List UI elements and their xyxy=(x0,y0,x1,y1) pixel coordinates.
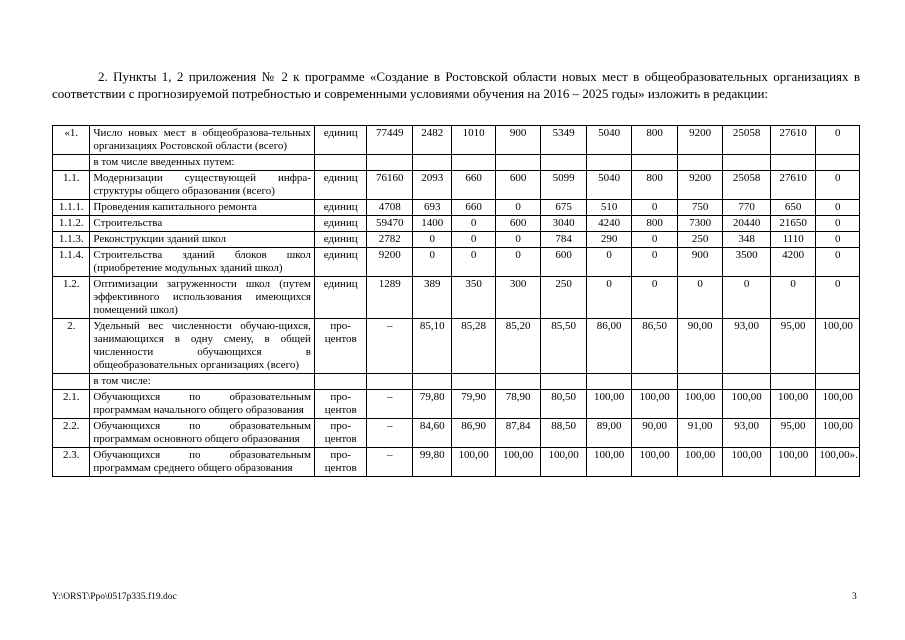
empty-cell xyxy=(677,374,723,390)
value-cell: 290 xyxy=(586,232,632,248)
table-row xyxy=(53,390,860,419)
row-number: 1.1. xyxy=(53,171,90,200)
empty-cell xyxy=(541,155,587,171)
value-cell: 9200 xyxy=(677,171,723,200)
row-number: 2.3. xyxy=(53,448,90,477)
value-cell: 77449 xyxy=(367,126,413,155)
value-cell: 79,80 xyxy=(412,390,451,419)
value-cell: 0 xyxy=(495,200,541,216)
value-cell: 86,50 xyxy=(632,319,678,374)
value-cell: 660 xyxy=(452,171,495,200)
value-cell: 25058 xyxy=(723,126,771,155)
value-cell: 59470 xyxy=(367,216,413,232)
value-cell: 4200 xyxy=(770,248,816,277)
value-cell: 784 xyxy=(541,232,587,248)
unit-cell: про-центов xyxy=(314,319,367,374)
value-cell: 100,00 xyxy=(770,390,816,419)
value-cell: – xyxy=(367,319,413,374)
indicator-name: Строительства зданий блоков школ (приобретение модульных зданий школ) xyxy=(90,248,315,277)
value-cell: 770 xyxy=(723,200,771,216)
value-cell: 3500 xyxy=(723,248,771,277)
table-row xyxy=(53,319,860,374)
value-cell: 600 xyxy=(495,216,541,232)
row-number: 1.1.1. xyxy=(53,200,90,216)
value-cell: 348 xyxy=(723,232,771,248)
value-cell: 100,00 xyxy=(586,448,632,477)
unit-cell: единиц xyxy=(314,248,367,277)
row-number xyxy=(53,374,90,390)
section-label: в том числе: xyxy=(90,374,315,390)
value-cell: 9200 xyxy=(677,126,723,155)
value-cell: 650 xyxy=(770,200,816,216)
table-row xyxy=(53,232,860,248)
value-cell: 100,00 xyxy=(541,448,587,477)
empty-cell xyxy=(367,155,413,171)
value-cell: 0 xyxy=(452,248,495,277)
value-cell: 2782 xyxy=(367,232,413,248)
value-cell: 750 xyxy=(677,200,723,216)
value-cell: 0 xyxy=(412,248,451,277)
value-cell: 4708 xyxy=(367,200,413,216)
value-cell: 78,90 xyxy=(495,390,541,419)
indicator-name: Модернизации существующей инфра-структуры общего образования (всего) xyxy=(90,171,315,200)
value-cell: 100,00 xyxy=(632,390,678,419)
value-cell: 100,00 xyxy=(677,448,723,477)
table-row xyxy=(53,448,860,477)
value-cell: 86,90 xyxy=(452,419,495,448)
value-cell: 90,00 xyxy=(677,319,723,374)
empty-cell xyxy=(495,374,541,390)
empty-cell xyxy=(770,374,816,390)
value-cell: 0 xyxy=(816,277,860,319)
value-cell: 0 xyxy=(632,248,678,277)
indicator-name: Реконструкции зданий школ xyxy=(90,232,315,248)
value-cell: 0 xyxy=(452,216,495,232)
empty-cell xyxy=(632,155,678,171)
empty-cell xyxy=(816,155,860,171)
value-cell: 84,60 xyxy=(412,419,451,448)
value-cell: 250 xyxy=(677,232,723,248)
value-cell: 7300 xyxy=(677,216,723,232)
value-cell: 250 xyxy=(541,277,587,319)
value-cell: 5349 xyxy=(541,126,587,155)
intro-paragraph xyxy=(52,68,860,102)
value-cell: 0 xyxy=(816,216,860,232)
unit-cell: единиц xyxy=(314,277,367,319)
value-cell: 99,80 xyxy=(412,448,451,477)
value-cell: 900 xyxy=(677,248,723,277)
empty-cell xyxy=(770,155,816,171)
value-cell: 90,00 xyxy=(632,419,678,448)
value-cell: 900 xyxy=(495,126,541,155)
empty-cell xyxy=(314,155,367,171)
value-cell: 20440 xyxy=(723,216,771,232)
unit-cell: единиц xyxy=(314,232,367,248)
indicator-name: Проведения капитального ремонта xyxy=(90,200,315,216)
value-cell: 0 xyxy=(723,277,771,319)
value-cell: 5040 xyxy=(586,126,632,155)
intro-text: 2. Пункты 1, 2 приложения № 2 к программе «Создание в Ростовской области новых мест в общеобразовательных организациях в соответствии с прогнозируемой потребностью и современными условиями обучения на 2016 – 2025 годы» изложить в редакции: xyxy=(52,69,860,101)
empty-cell xyxy=(412,374,451,390)
value-cell: 85,50 xyxy=(541,319,587,374)
value-cell: 0 xyxy=(452,232,495,248)
value-cell: 0 xyxy=(816,126,860,155)
value-cell: 0 xyxy=(816,248,860,277)
value-cell: 100,00 xyxy=(816,319,860,374)
value-cell: 88,50 xyxy=(541,419,587,448)
table-row xyxy=(53,419,860,448)
value-cell: 2482 xyxy=(412,126,451,155)
row-number: 1.1.4. xyxy=(53,248,90,277)
unit-cell: единиц xyxy=(314,200,367,216)
value-cell: 510 xyxy=(586,200,632,216)
table-row xyxy=(53,216,860,232)
value-cell: 85,10 xyxy=(412,319,451,374)
value-cell: 0 xyxy=(495,232,541,248)
indicator-name: Строительства xyxy=(90,216,315,232)
value-cell: 0 xyxy=(412,232,451,248)
value-cell: 0 xyxy=(816,232,860,248)
value-cell: 100,00 xyxy=(816,419,860,448)
value-cell: 93,00 xyxy=(723,419,771,448)
table-row xyxy=(53,171,860,200)
value-cell: 800 xyxy=(632,216,678,232)
value-cell: 0 xyxy=(495,248,541,277)
empty-cell xyxy=(677,155,723,171)
row-number: 2.2. xyxy=(53,419,90,448)
row-number: 2. xyxy=(53,319,90,374)
value-cell: 600 xyxy=(541,248,587,277)
value-cell: 95,00 xyxy=(770,419,816,448)
value-cell: 100,00 xyxy=(632,448,678,477)
section-row xyxy=(53,374,860,390)
unit-cell: про-центов xyxy=(314,419,367,448)
unit-cell: единиц xyxy=(314,216,367,232)
value-cell: 21650 xyxy=(770,216,816,232)
indicator-name: Удельный вес численности обучаю-щихся, занимающихся в одну смену, в общей численности обучающихся в общеобразовательных организациях (всего) xyxy=(90,319,315,374)
value-cell: 91,00 xyxy=(677,419,723,448)
value-cell: 100,00 xyxy=(770,448,816,477)
empty-cell xyxy=(816,374,860,390)
value-cell: 2093 xyxy=(412,171,451,200)
empty-cell xyxy=(541,374,587,390)
unit-cell: про-центов xyxy=(314,448,367,477)
value-cell: 0 xyxy=(816,200,860,216)
table-row xyxy=(53,248,860,277)
value-cell: 1400 xyxy=(412,216,451,232)
program-indicators-table xyxy=(52,125,860,477)
value-cell: 675 xyxy=(541,200,587,216)
row-number xyxy=(53,155,90,171)
value-cell: 1110 xyxy=(770,232,816,248)
empty-cell xyxy=(586,155,632,171)
value-cell: 3040 xyxy=(541,216,587,232)
empty-cell xyxy=(412,155,451,171)
value-cell: 80,50 xyxy=(541,390,587,419)
value-cell: 27610 xyxy=(770,171,816,200)
footer-file-path: Y:\ORST\Ppo\0517p335.f19.doc xyxy=(52,592,177,602)
value-cell: 1289 xyxy=(367,277,413,319)
value-cell: – xyxy=(367,390,413,419)
value-cell: 100,00 xyxy=(452,448,495,477)
indicator-name: Число новых мест в общеобразова-тельных организациях Ростовской области (всего) xyxy=(90,126,315,155)
table-row xyxy=(53,277,860,319)
value-cell: – xyxy=(367,419,413,448)
indicator-name: Оптимизации загруженности школ (путем эффективного использования имеющихся помещений школ) xyxy=(90,277,315,319)
empty-cell xyxy=(723,374,771,390)
value-cell: 693 xyxy=(412,200,451,216)
empty-cell xyxy=(367,374,413,390)
value-cell: 0 xyxy=(677,277,723,319)
value-cell: 5099 xyxy=(541,171,587,200)
empty-cell xyxy=(452,374,495,390)
section-label: в том числе введенных путем: xyxy=(90,155,315,171)
table-body xyxy=(53,126,860,477)
value-cell: 79,90 xyxy=(452,390,495,419)
empty-cell xyxy=(314,374,367,390)
value-cell: 800 xyxy=(632,171,678,200)
value-cell: 86,00 xyxy=(586,319,632,374)
value-cell: 95,00 xyxy=(770,319,816,374)
empty-cell xyxy=(632,374,678,390)
value-cell: 800 xyxy=(632,126,678,155)
value-cell: 27610 xyxy=(770,126,816,155)
empty-cell xyxy=(495,155,541,171)
value-cell: 87,84 xyxy=(495,419,541,448)
value-cell: 100,00». xyxy=(816,448,860,477)
value-cell: 0 xyxy=(770,277,816,319)
value-cell: 350 xyxy=(452,277,495,319)
value-cell: 100,00 xyxy=(677,390,723,419)
row-number: 2.1. xyxy=(53,390,90,419)
value-cell: 76160 xyxy=(367,171,413,200)
value-cell: 5040 xyxy=(586,171,632,200)
indicator-name: Обучающихся по образовательным программам среднего общего образования xyxy=(90,448,315,477)
value-cell: 0 xyxy=(816,171,860,200)
value-cell: 100,00 xyxy=(723,390,771,419)
row-number: «1. xyxy=(53,126,90,155)
table-row xyxy=(53,126,860,155)
row-number: 1.1.2. xyxy=(53,216,90,232)
value-cell: 100,00 xyxy=(495,448,541,477)
value-cell: 4240 xyxy=(586,216,632,232)
value-cell: – xyxy=(367,448,413,477)
empty-cell xyxy=(723,155,771,171)
value-cell: 0 xyxy=(632,232,678,248)
value-cell: 100,00 xyxy=(586,390,632,419)
empty-cell xyxy=(586,374,632,390)
value-cell: 85,20 xyxy=(495,319,541,374)
value-cell: 0 xyxy=(632,277,678,319)
section-row xyxy=(53,155,860,171)
indicator-name: Обучающихся по образовательным программам начального общего образования xyxy=(90,390,315,419)
value-cell: 660 xyxy=(452,200,495,216)
value-cell: 0 xyxy=(632,200,678,216)
value-cell: 100,00 xyxy=(723,448,771,477)
row-number: 1.1.3. xyxy=(53,232,90,248)
empty-cell xyxy=(452,155,495,171)
value-cell: 85,28 xyxy=(452,319,495,374)
value-cell: 9200 xyxy=(367,248,413,277)
unit-cell: про-центов xyxy=(314,390,367,419)
unit-cell: единиц xyxy=(314,171,367,200)
unit-cell: единиц xyxy=(314,126,367,155)
footer-page-number: 3 xyxy=(852,592,857,602)
value-cell: 600 xyxy=(495,171,541,200)
value-cell: 0 xyxy=(586,277,632,319)
row-number: 1.2. xyxy=(53,277,90,319)
value-cell: 100,00 xyxy=(816,390,860,419)
table-row xyxy=(53,200,860,216)
value-cell: 389 xyxy=(412,277,451,319)
value-cell: 25058 xyxy=(723,171,771,200)
value-cell: 93,00 xyxy=(723,319,771,374)
value-cell: 1010 xyxy=(452,126,495,155)
value-cell: 0 xyxy=(586,248,632,277)
indicator-name: Обучающихся по образовательным программам основного общего образования xyxy=(90,419,315,448)
value-cell: 89,00 xyxy=(586,419,632,448)
value-cell: 300 xyxy=(495,277,541,319)
